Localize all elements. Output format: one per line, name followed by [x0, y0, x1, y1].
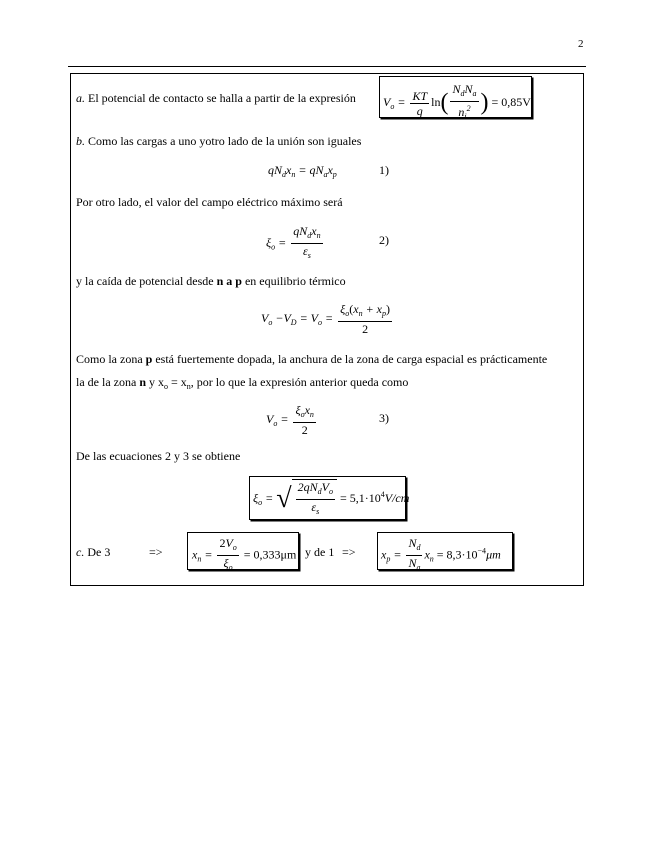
part-b-text: b. Como las cargas a uno yotro lado de la unión son iguales: [76, 134, 362, 148]
ecuaciones-text: De las ecuaciones 2 y 3 se obtiene: [76, 449, 241, 463]
arrow-1: =>: [149, 545, 163, 559]
part-a-text: a. El potencial de contacto se halla a partir de la expresión: [76, 91, 356, 105]
eq-xp: $x_p$ = $\frac{N_d}{N_a}$ $x_n = 8,3\cdot 10^{-4}\mu m$: [381, 536, 501, 572]
caida-text: y la caída de potencial desde n a p en equilibrio térmico: [76, 274, 346, 288]
zona-text-2: la de la zona n y $x_o = x_n$, por lo que la expresión anterior queda como: [76, 375, 409, 391]
eq-2: $\xi_o$ = $\frac{qN_dx_n}{\varepsilon_s}$: [266, 224, 321, 260]
zona-text-1: Como la zona p está fuertemente dopada, la anchura de la zona de carga espacial es prácticamente: [76, 352, 548, 366]
eq-2-tag: 2): [379, 233, 389, 247]
eq-caida: $V_o -V_D = V_o$ = $\frac{\xi_o(x_n + x_p)}{2}$: [261, 302, 391, 336]
de1-text: y de 1: [305, 545, 335, 559]
eq-1-tag: 1): [379, 163, 389, 177]
eq-xn: $x_n$ = $\frac{2V_o}{\xi_o}$ = 0,333μm: [192, 536, 297, 572]
page-number: 2: [578, 38, 584, 50]
part-b-label: b.: [76, 134, 85, 148]
part-c-text: c. De 3: [76, 545, 111, 559]
eq-3: $V_o$ = $\frac{\xi_ox_n}{2}$: [266, 403, 314, 437]
eq-campo: $\xi_o$ = √ $\frac{2qN_dV_o}{\varepsilon_s}$ = $5,1\cdot 10^4V/cm$: [253, 479, 409, 519]
header-rule: [68, 66, 586, 67]
arrow-2: =>: [342, 545, 356, 559]
part-a-label: a.: [76, 91, 85, 105]
campo-text: Por otro lado, el valor del campo eléctrico máximo será: [76, 195, 343, 209]
eq-3-tag: 3): [379, 411, 389, 425]
eq-1: $qN_dx_n = qN_ax_p$: [268, 163, 337, 179]
part-c-label: c.: [76, 545, 85, 559]
eq-vo: $V_o$ = $\frac{KT}{q}$ ln( $\frac{N_dN_a}{n_i^2}$ ) = 0,85V: [383, 82, 531, 121]
